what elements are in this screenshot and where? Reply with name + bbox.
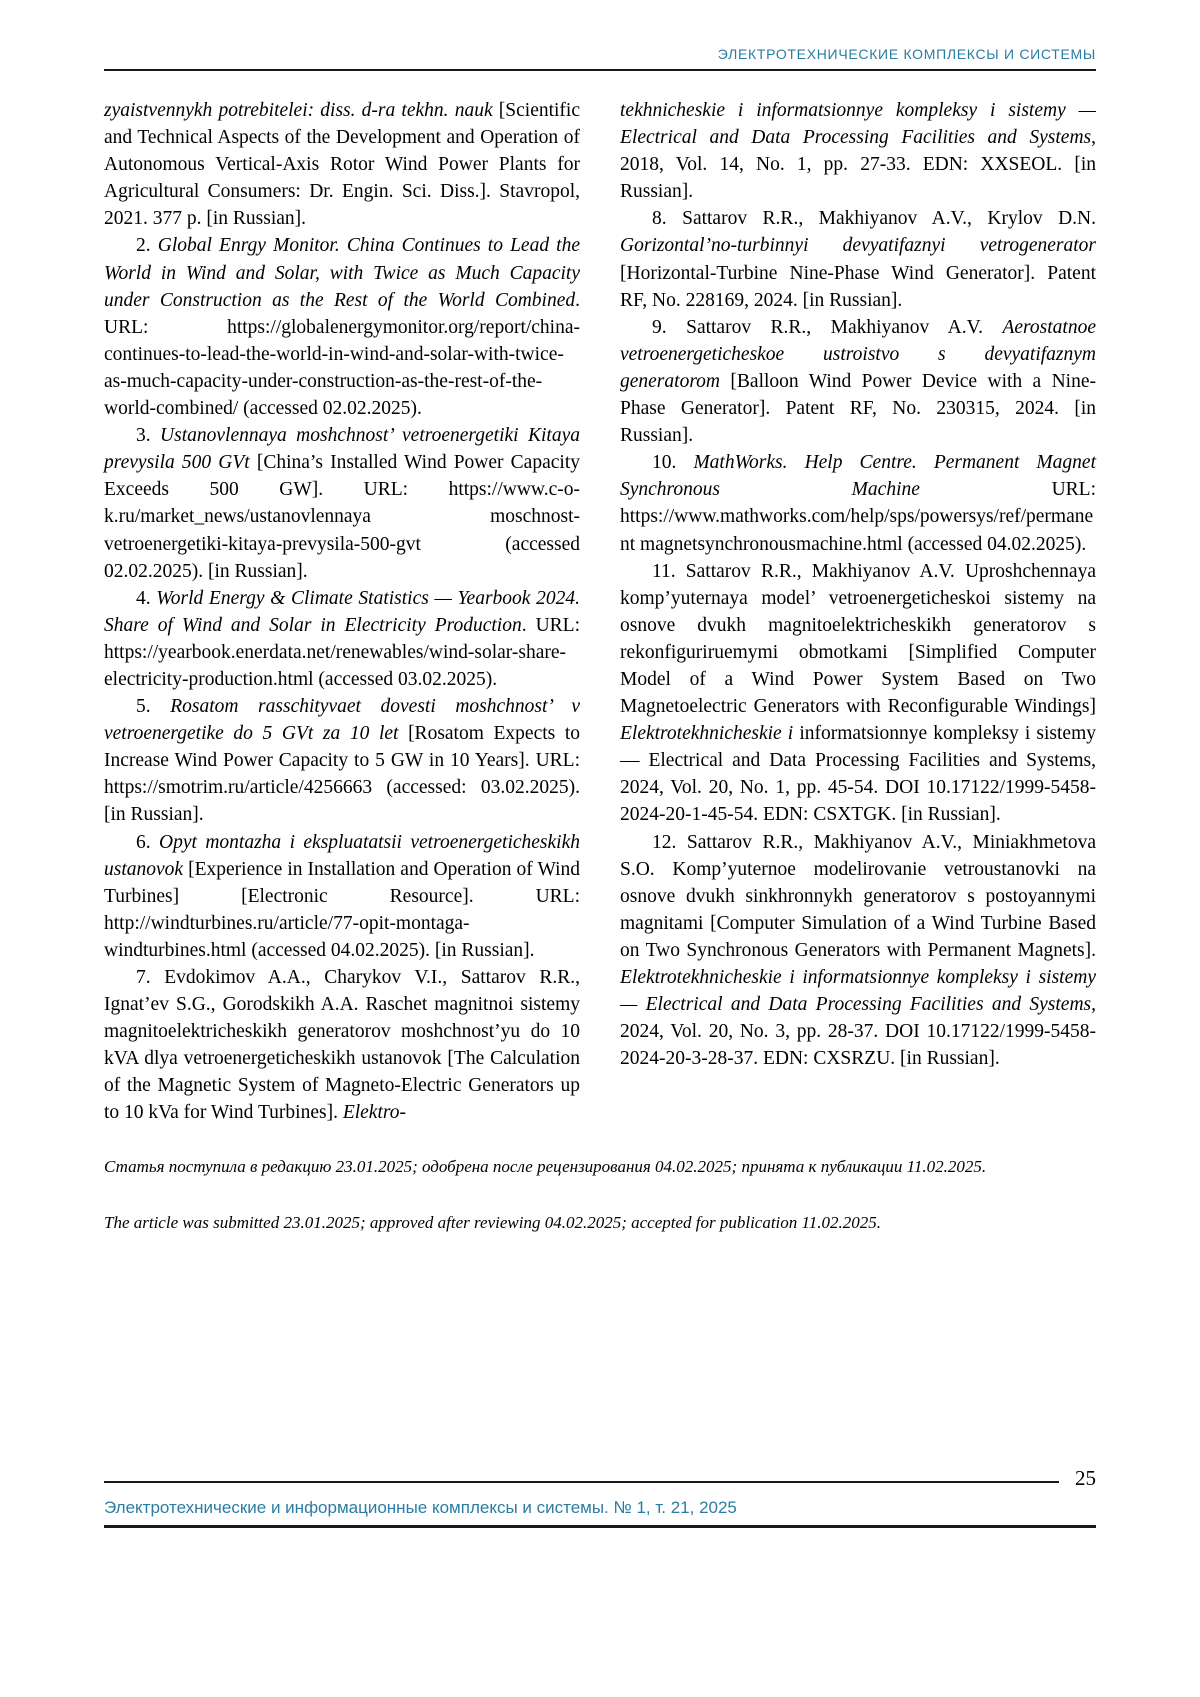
reference-paragraph bbox=[104, 232, 580, 422]
reference-text: [Horizontal-Turbine Nine-Phase Wind Generator]. Patent RF, No. 228169, 2024. [in Russian]. bbox=[620, 262, 1096, 311]
reference-title-italic: Elektrotekhnicheskie i informatsionnye kompleksy i sistemy — Electrical and Data Processing Facilities and Systems, bbox=[620, 967, 1096, 1016]
reference-paragraph bbox=[620, 97, 1096, 205]
reference-text: 10. bbox=[652, 452, 694, 474]
reference-paragraph bbox=[104, 585, 580, 693]
running-head-title: ЭЛЕКТРОТЕХНИЧЕСКИЕ КОМПЛЕКСЫ И СИСТЕМЫ bbox=[717, 46, 1096, 62]
reference-title-italic: Aerostatnoe vetroenergeticheskoe ustroistvo s devyatifaznym generatorom bbox=[620, 316, 1096, 392]
references-section bbox=[104, 97, 1096, 1127]
reference-text: informatsionnye kompleksy i sistemy — Electrical and Data Processing Facilities and Systems, 2024, Vol. 20, No. 1, pp. 45-54. DOI 10.17122/1999-5458-2024-20-1-45-54. EDN: CSXTGK. [in Russian]. bbox=[620, 723, 1096, 826]
reference-paragraph bbox=[104, 422, 580, 585]
reference-text: 9. Sattarov R.R., Makhiyanov A.V. bbox=[652, 316, 1003, 338]
reference-title-italic: Rosatom rasschityvaet dovesti moshchnost’ v vetroenergetike do 5 GVt za 10 let bbox=[104, 696, 580, 745]
reference-text: [China’s Installed Wind Power Capacity Exceeds 500 GW]. URL: https://www.c-o-k.ru/market_news/ustanovlennaya moschnost-vetroenergetiki-kitaya-prevysila-500-gvt (accessed 02.02.2025). [in Russian]. bbox=[104, 452, 580, 582]
reference-title-italic: Elektro- bbox=[342, 1102, 406, 1124]
reference-paragraph bbox=[620, 205, 1096, 313]
right-column bbox=[620, 97, 1096, 1127]
reference-text: [Experience in Installation and Operation of Wind Turbines] [Electronic Resource]. URL: http://windturbines.ru/article/77-opit-montaga-windturbines.html (accessed 04.02.2025). [in Russian]. bbox=[104, 858, 580, 961]
reference-title-italic: Elektrotekhnicheskie i bbox=[620, 723, 800, 745]
article-dates bbox=[104, 1157, 1096, 1233]
reference-text: 8. Sattarov R.R., Makhiyanov A.V., Krylov D.N. bbox=[652, 208, 1096, 230]
reference-text: 6. bbox=[136, 831, 160, 853]
reference-title-italic: Global Enrgy Monitor. China Continues to Lead the World in Wind and Solar, with Twice as Much Capacity under Construction as the Rest of the World Combined bbox=[104, 235, 581, 311]
reference-paragraph bbox=[104, 829, 580, 964]
reference-paragraph bbox=[620, 829, 1096, 1073]
reference-paragraph bbox=[620, 449, 1096, 557]
reference-title-italic: MathWorks. Help Centre. Permanent Magnet Synchronous Machine bbox=[620, 452, 1097, 501]
reference-paragraph bbox=[620, 314, 1096, 449]
page-number: 25 bbox=[1075, 1466, 1096, 1490]
reference-text: 4. bbox=[136, 587, 157, 609]
reference-text: [Rosatom Expects to Increase Wind Power Capacity to 5 GW in 10 Years]. URL: https://smotrim.ru/article/4256663 (accessed: 03.02.2025). [in Russian]. bbox=[104, 723, 580, 826]
reference-text: 2024, Vol. 20, No. 3, pp. 28-37. DOI 10.17122/1999-5458-2024-20-3-28-37. EDN: CXSRZU. [in Russian]. bbox=[620, 1021, 1096, 1070]
reference-paragraph bbox=[104, 964, 580, 1127]
reference-text: 7. Evdokimov A.A., Charykov V.I., Sattarov R.R., Ignat’ev S.G., Gorodskikh A.A. Raschet magnitnoi sistemy magnitoelektricheskikh generatorov moshchnost’yu do 10 kVA dlya vetroenergeticheskikh ustanovok [The Calculation of the Magnetic System of Magneto-Electric Generators up to 10 kVa for Wind Turbines]. bbox=[104, 967, 580, 1124]
footer-rule-bottom bbox=[104, 1525, 1096, 1528]
reference-text: 11. Sattarov R.R., Makhiyanov A.V. Uproshchennaya komp’yuternaya model’ vetroenergeticheskoi sistemy na osnove dvukh magnitoelektricheskikh generatorov s rekonfiguriruemymi obmotkami [Simplified Computer Model of a Wind Power System Based on Two Magnetoelectric Generators with Reconfigurable Windings] bbox=[620, 560, 1096, 718]
reference-text: 2. bbox=[136, 235, 158, 257]
reference-text: [Scientific and Technical Aspects of the Development and Operation of Autonomous Vertical-Axis Rotor Wind Power Plants for Agricultural Consumers: Dr. Engin. Sci. Diss.]. Stavropol, 2021. 377 p. [in Russian]. bbox=[104, 100, 580, 230]
reference-title-italic: tekhnicheskie i informatsionnye kompleksy i sistemy — Electrical and Data Processing Facilities and Systems bbox=[620, 100, 1096, 149]
reference-text: , 2018, Vol. 14, No. 1, pp. 27-33. EDN: XXSEOL. [in Russian]. bbox=[620, 127, 1096, 203]
header-rule bbox=[104, 69, 1096, 71]
reference-title-italic: Ustanovlennaya moshchnost’ vetroenergetiki Kitaya prevysila 500 GVt bbox=[104, 425, 581, 474]
reference-title-italic: World Energy & Climate Statistics — Yearbook 2024. Share of Wind and Solar in Electricity Production bbox=[104, 587, 580, 636]
page-header bbox=[104, 46, 1096, 69]
submission-note-en: The article was submitted 23.01.2025; approved after reviewing 04.02.2025; accepted for publication 11.02.2025. bbox=[104, 1212, 882, 1232]
reference-text: 5. bbox=[136, 696, 171, 718]
page-footer bbox=[104, 1468, 1096, 1528]
reference-text: [Balloon Wind Power Device with a Nine-Phase Generator]. Patent RF, No. 230315, 2024. [in Russian]. bbox=[620, 370, 1096, 447]
page-number-row bbox=[104, 1468, 1096, 1489]
reference-paragraph bbox=[104, 693, 580, 828]
reference-text: 3. bbox=[136, 425, 161, 447]
reference-title-italic: Gorizontal’no-turbinnyi devyatifaznyi vetrogenerator bbox=[620, 235, 1096, 257]
reference-text: URL: https://www.mathworks.com/help/sps/powersys/ref/permanent magnetsynchronousmachine.html (accessed 04.02.2025). bbox=[620, 479, 1096, 555]
reference-text: 12. Sattarov R.R., Makhiyanov A.V., Miniakhmetova S.O. Komp’yuternoe modelirovanie vetroustanovki na osnove dvukh sinkhronnykh generatorov s postoyannymi magnitami [Computer Simulation of a Wind Turbine Based on Two Synchronous Generators with Permanent Magnets]. bbox=[620, 831, 1096, 961]
left-column bbox=[104, 97, 580, 1127]
reference-paragraph bbox=[620, 558, 1096, 829]
reference-paragraph bbox=[104, 97, 580, 232]
reference-text: . URL: https://globalenergymonitor.org/report/china-continues-to-lead-the-world-in-wind-and-solar-with-twice-as-much-capacity-under-construction-as-the-rest-of-the-world-combined/ (accessed 02.02.2025). bbox=[104, 289, 580, 420]
footer-rule-top bbox=[104, 1481, 1059, 1483]
journal-footer-title: Электротехнические и информационные комплексы и системы. № 1, т. 21, 2025 bbox=[104, 1498, 737, 1517]
reference-title-italic: Opyt montazha i ekspluatatsii vetroenergeticheskikh ustanovok bbox=[104, 831, 581, 880]
submission-note-ru: Статья поступила в редакцию 23.01.2025; одобрена после рецензирования 04.02.2025; принята к публикации 11.02.2025. bbox=[104, 1156, 987, 1176]
reference-text: . URL: https://yearbook.enerdata.net/renewables/wind-solar-share-electricity-production.html (accessed 03.02.2025). bbox=[104, 614, 580, 690]
reference-title-italic: zyaistvennykh potrebitelei: diss. d-ra tekhn. nauk bbox=[104, 100, 499, 121]
